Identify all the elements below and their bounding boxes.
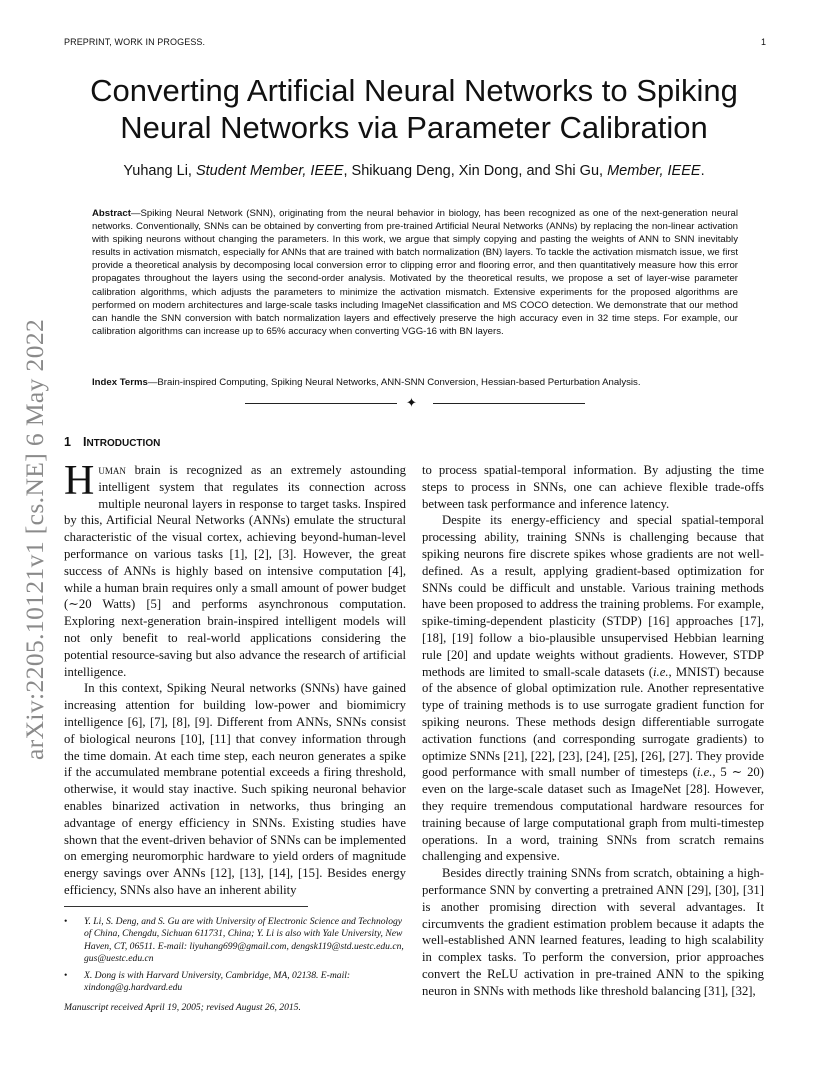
author-role: Student Member, IEEE [195,163,344,179]
authors-text: Yuhang Li, [123,163,196,179]
authors-text: , Shikuang Deng, Xin Dong, and Shi Gu, [343,163,608,179]
author-line [40,163,788,179]
paragraph-text: , MNIST) because of the absence of global optimization rule. Another representative type of training methods is to use surrogate gradient function for spiking neurons. These methods design differentiable surrogate activation functions (and corresponding surrogate gradients) to optimize SNNs [21], [22], [23], [24], [25], [26], [27]. They provide good performance with small number of timesteps ( [422,664,764,780]
authors-text: . [700,163,705,179]
bullet-icon: • [64,969,68,981]
right-column [422,462,764,1000]
separator-star-icon: ✦ [406,395,417,410]
running-head: PREPRINT, WORK IN PROGESS. [64,37,206,47]
left-column [64,458,406,899]
footnotes [64,916,406,1015]
page-number: 1 [760,37,766,47]
drop-cap: H [64,458,95,504]
separator-line-right [433,403,585,404]
small-caps-word: uman [98,463,126,477]
paper-title [40,72,788,146]
title-line-2: Neural Networks via Parameter Calibration [120,110,708,145]
abstract-text: —Spiking Neural Network (SNN), originating from the neural behavior in biology, has been recognized as one of the next-generation neural networks. Conventionally, SNNs can be obtained by converting from pre-trained Artificial Neural Networks (ANNs) by replacing the non-linear activation with spiking neurons without changing the parameters. In this work, we argue that simply copying and pasting the weights of ANN to SNN inevitably results in activation mismatch, especially for ANNs that are trained with batch normalization (BN) layers. To tackle the activation mismatch issue, we first provide a theoretical analysis by decomposing local conversion error to clipping error and flooring error, and then quantitatively measure how this error propagates throughout the layers using the second-order analysis. Motivated by the theoretical results, we propose a set of layer-wise parameter calibration algorithms, which adjusts the parameters to minimize the activation mismatch. Extensive experiments for the proposed algorithms are performed on modern architectures and large-scale tasks including ImageNet classification and MS COCO detection. We demonstrate that our method can handle the SNN conversion with batch normalization layers and effectively preserve the high accuracy even in 32 time steps. For example, our calibration algorithms can increase up to 65% accuracy when converting VGG-16 with BN layers. [92,208,738,337]
footnote-item [64,916,406,966]
index-terms-label: Index Terms [92,377,148,388]
italic-abbrev: i.e. [653,664,669,679]
paragraph [64,458,406,680]
bullet-icon: • [64,916,68,927]
footnote-rule [64,906,308,907]
paragraph-text: brain is recognized as an extremely astounding intelligent system that regulates its connection across multiple neuronal layers in response to target tasks. Inspired by this, Artificial Neural Networks (ANNs) emulate the structural characteristic of the visual cortex, achieving beyond-human-level performance on various tasks [1], [2], [3]. However, the great success of ANNs is highly based on intensive computation [4], while a human brain requires only a small amount of power budget (∼20 Watts) [5] and performs asynchronous computation. Exploring next-generation brain-inspired intelligent models will not only benefit to real-world applications considering the potential resource-saving but also advance the research of artificial intelligence. [64,463,406,679]
paragraph-text: , 5 ∼ 20) even on the large-scale dataset such as ImageNet [28]. However, they require tremendous computational hardware resources for training because of large computational graph from multi-timestep operations. In a word, training SNNs from scratch remains challenging and expensive. [422,765,764,864]
arxiv-stamp: arXiv:2205.10121v1 [cs.NE] 6 May 2022 [20,318,49,760]
separator-line-left [245,403,397,404]
footnote-text: X. Dong is with Harvard University, Cambridge, MA, 02138. E-mail: xindong@g.hardvard.edu [84,969,351,994]
footnote-text: Y. Li, S. Deng, and S. Gu are with University of Electronic Science and Technology of China, Chengdu, Sichuan 611731, China; Y. Li is also with Yale University, New Haven, CT, 06511. E-mail: liyuhang699@gmail.com, dengsk119@std.uestc.edu.cn, gus@uestc.edu.cn [84,916,404,965]
manuscript-note: Manuscript received April 19, 2005; revised August 26, 2015. [64,1002,301,1014]
abstract [92,207,738,338]
section-separator [245,397,585,411]
title-line-1: Converting Artificial Neural Networks to Spiking [90,73,738,108]
section-heading [64,435,160,449]
section-number: 1 [64,435,71,449]
index-terms-text: —Brain-inspired Computing, Spiking Neural Networks, ANN-SNN Conversion, Hessian-based Perturbation Analysis. [147,377,641,388]
paragraph-text: Despite its energy-efficiency and special spatial-temporal processing ability, training SNNs is challenging because that spiking neurons fire discrete spikes whose gradients are not well-defined. As a result, applying gradient-based optimization for SNNs could be difficult and unstable. Various training methods have been proposed to address the training problems. For example, spike-timing-dependent plasticity (STDP) [16] approaches [17], [18], [19] follow a bio-plausible unsupervised Hebbian learning rule [20] and update weights without gradients. However, STDP methods are limited to small-scale datasets ( [422,513,764,679]
section-title-rest: NTRODUCTION [86,438,161,449]
italic-abbrev: i.e. [696,765,713,780]
paragraph: to process spatial-temporal information. By adjusting the time steps to process in SNNs, one can achieve flexible trade-offs between task performance and inference latency. [422,463,764,511]
footnote-item [64,970,406,995]
paragraph: Besides directly training SNNs from scratch, obtaining a high-performance SNN by converting a pretrained ANN [29], [30], [31] is another promising direction with several advantages. It circumvents the gradient estimation problem because it adapts the well-established ANN learned features, leading to high scalability in complex tasks. To perform the conversion, prior approaches convert the ReLU activation in pre-trained ANN to the spiking neuron in SNNs with methods like threshold balancing [31], [32], [422,866,764,998]
section-title-initial: I [82,435,87,449]
author-role: Member, IEEE [607,163,701,179]
abstract-label: Abstract [92,208,131,219]
index-terms [92,376,738,389]
paragraph [422,512,764,865]
paragraph: In this context, Spiking Neural networks (SNNs) have gained increasing attention for building low-power and biomimicry intelligence [6], [7], [8], [9]. Different from ANNs, SNNs consist of biological neurons [10], [11] that convey information through the time domain. At each time step, each neuron generates a spike if the accumulated membrane potential exceeds a firing threshold, otherwise, it would stay inactive. Such spiking neuronal behavior enables binarized activation in networks, thus bringing an advantage of energy efficiency in SNNs. Existing studies have shown that the event-driven behavior of SNNs can be implemented on emerging neuromorphic hardware to yield orders of magnitude energy savings over ANNs [12], [13], [14], [15]. Besides energy efficiency, SNNs also have an inherent ability [64,681,406,897]
